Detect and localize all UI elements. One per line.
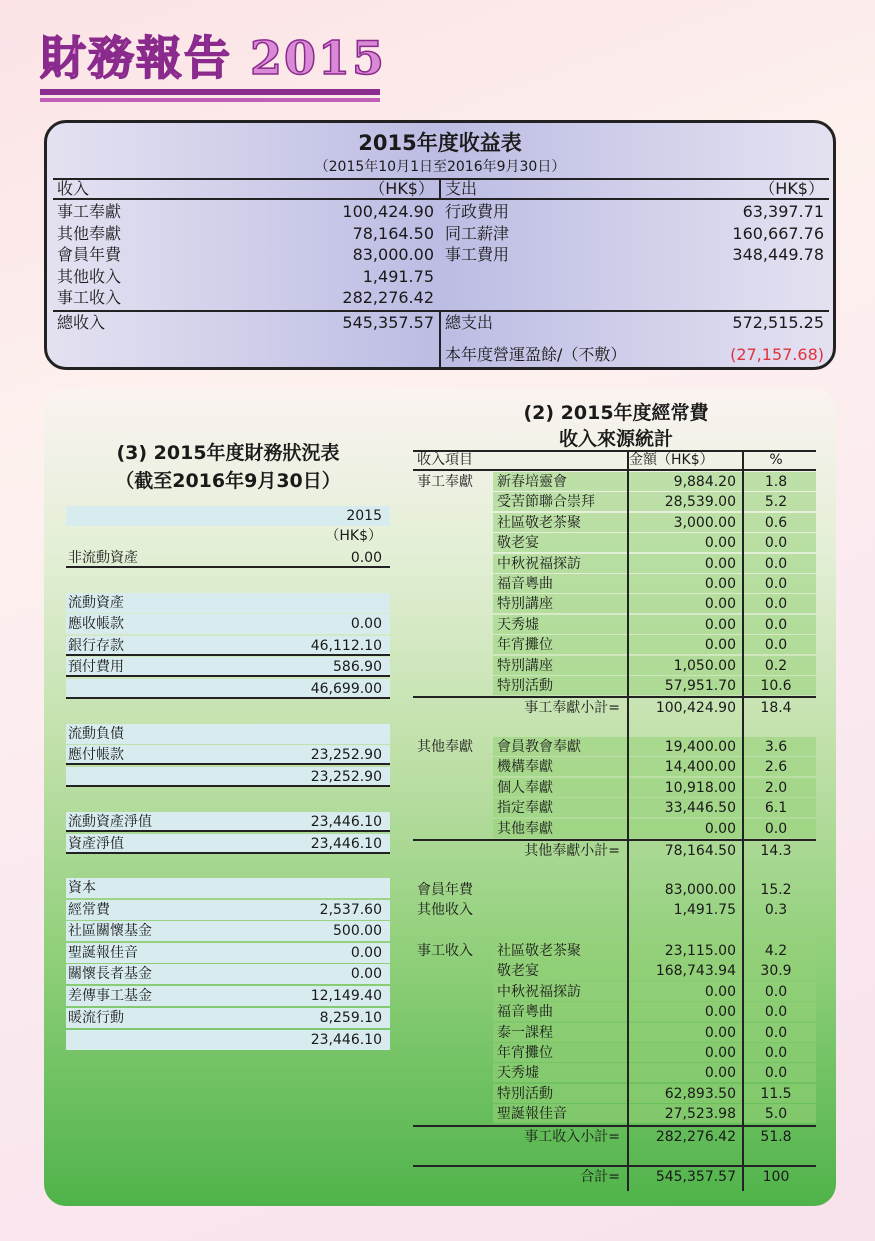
amount-value: 3,000.00	[673, 514, 736, 531]
item-label: 福音粵曲	[497, 575, 553, 592]
percent-value: 6.1	[764, 800, 788, 817]
subtotal-row	[413, 696, 816, 716]
amount-value: 0.00	[704, 1024, 736, 1041]
fp-value: 586.90	[333, 659, 382, 675]
item-label: 年宵攤位	[497, 1044, 553, 1061]
amount-value: 23,115.00	[664, 942, 736, 959]
percent-value: 4.2	[764, 942, 788, 959]
amount-value: 10,918.00	[664, 779, 736, 796]
fp-row	[66, 986, 390, 1006]
fp-label: 資產淨值	[68, 836, 124, 852]
expense-item-label: 行政費用	[445, 202, 510, 221]
percent-value: 3.6	[764, 739, 788, 756]
table-row	[413, 921, 816, 941]
total-income-value: 545,357.57	[342, 313, 434, 332]
table-row	[413, 982, 816, 1002]
fp-row	[66, 724, 390, 744]
surplus-value: (27,157.68)	[730, 345, 824, 364]
income-item-value: 1,491.75	[362, 266, 434, 286]
amount-value: 168,743.94	[655, 963, 736, 980]
subtotal-label: 其他奉獻小計=	[524, 843, 620, 860]
header-percent: %	[769, 452, 783, 468]
percent-value: 0.0	[764, 555, 788, 572]
table-row	[413, 635, 816, 655]
fp-row	[66, 921, 390, 941]
percent-value: 0.0	[764, 1044, 788, 1061]
table-row	[413, 1145, 816, 1165]
fp-label: 應收帳款	[68, 616, 124, 632]
table-row	[413, 880, 816, 900]
subtotal-row	[413, 839, 816, 859]
amount-value: 1,050.00	[673, 657, 736, 674]
amount-value: 78,164.50	[664, 843, 736, 860]
percent-value: 0.0	[764, 820, 788, 837]
item-label: 特別活動	[497, 677, 553, 694]
percent-value: 14.3	[760, 843, 792, 860]
percent-value: 0.3	[764, 902, 788, 919]
category-label: 會員年費	[417, 881, 473, 898]
fp-row	[66, 767, 390, 787]
item-label: 年宵攤位	[497, 637, 553, 654]
total-expense-value: 572,515.25	[732, 313, 824, 332]
table-row	[413, 757, 816, 777]
table-row	[413, 717, 816, 737]
financial-position-title: (3) 2015年度財務狀況表	[116, 442, 340, 464]
percent-value: 5.2	[764, 494, 788, 511]
amount-value: 9,884.20	[673, 474, 736, 490]
recurrent-table	[413, 472, 816, 1186]
percent-value: 0.0	[764, 1065, 788, 1082]
table-row	[413, 1023, 816, 1043]
fp-label: 社區關懷基金	[68, 923, 152, 939]
percent-value: 10.6	[760, 677, 792, 694]
amount-value: 57,951.70	[664, 677, 736, 694]
expense-unit: （HK$）	[759, 179, 824, 198]
fp-label: 流動資產	[68, 595, 124, 611]
percent-value: 11.5	[760, 1085, 792, 1102]
table-row	[413, 1043, 816, 1063]
item-label: 聖誕報佳音	[497, 1106, 567, 1123]
column-rule	[627, 451, 629, 1191]
table-row	[413, 900, 816, 920]
table-row	[413, 961, 816, 981]
fp-row	[66, 1030, 390, 1050]
fp-value: 46,112.10	[310, 638, 382, 654]
divider	[439, 310, 441, 370]
income-item-value: 78,164.50	[352, 223, 434, 243]
table-row	[413, 819, 816, 839]
expense-item-value: 63,397.71	[742, 202, 824, 221]
fp-value: 23,446.10	[310, 1032, 382, 1048]
amount-value: 0.00	[704, 983, 736, 1000]
percent-value: 1.8	[764, 474, 788, 490]
fp-value: 23,446.10	[310, 836, 382, 852]
income-item-label: 事工奉獻	[57, 202, 122, 221]
percent-value: 0.0	[764, 535, 788, 552]
fp-value: 0.00	[350, 550, 382, 566]
total-income-label: 總收入	[57, 313, 106, 332]
fp-year: 2015	[346, 508, 382, 524]
amount-value: 545,357.57	[655, 1169, 736, 1186]
amount-value: 0.00	[704, 616, 736, 633]
recurrent-title: (2) 2015年度經常費	[523, 402, 709, 424]
fp-value: 12,149.40	[310, 988, 382, 1004]
percent-value: 0.2	[764, 657, 788, 674]
financial-position-subtitle: （截至2016年9月30日）	[115, 470, 341, 492]
income-item-value: 282,276.42	[342, 288, 434, 307]
percent-value: 0.0	[764, 637, 788, 654]
item-label: 會員教會奉獻	[497, 739, 581, 756]
income-item-label: 其他收入	[57, 266, 122, 286]
amount-value: 83,000.00	[664, 881, 736, 898]
amount-value: 1,491.75	[673, 902, 736, 919]
fp-row	[66, 548, 390, 568]
percent-value: 2.0	[764, 779, 788, 796]
header-amount: 金額（HK$）	[629, 452, 714, 468]
fp-row	[66, 943, 390, 963]
item-label: 指定奉獻	[497, 800, 553, 817]
expense-item-label: 同工薪津	[445, 223, 510, 243]
table-row	[413, 656, 816, 676]
item-label: 中秋祝福探訪	[497, 555, 581, 572]
table-row	[413, 737, 816, 757]
fp-value: 23,446.10	[310, 814, 382, 830]
percent-value: 0.0	[764, 1024, 788, 1041]
item-label: 中秋祝福探訪	[497, 983, 581, 1000]
fp-value: 8,259.10	[319, 1010, 382, 1026]
table-row	[413, 1002, 816, 1022]
percent-value: 0.0	[764, 596, 788, 613]
item-label: 機構奉獻	[497, 759, 553, 776]
page-title: 財務報告 2015	[40, 31, 387, 85]
item-label: 泰一課程	[497, 1024, 553, 1041]
income-statement-period: （2015年10月1日至2016年9月30日）	[314, 159, 566, 175]
item-label: 天秀墟	[497, 1065, 539, 1082]
expense-item-value: 348,449.78	[732, 245, 824, 264]
fp-row	[66, 1008, 390, 1028]
item-label: 新春培靈會	[497, 474, 567, 490]
subtotal-row	[413, 1125, 816, 1145]
expense-item-label: 事工費用	[445, 245, 510, 264]
fp-row	[66, 964, 390, 984]
amount-value: 0.00	[704, 1044, 736, 1061]
item-label: 特別活動	[497, 1085, 553, 1102]
fp-label: 資本	[68, 880, 96, 896]
fp-row	[66, 679, 390, 699]
column-rule	[742, 451, 744, 1191]
amount-value: 0.00	[704, 1004, 736, 1021]
percent-value: 0.0	[764, 575, 788, 592]
fp-label: 關懷長者基金	[68, 966, 152, 982]
subtotal-label: 事工收入小計=	[524, 1128, 620, 1145]
percent-value: 18.4	[760, 700, 792, 717]
fp-row	[66, 657, 390, 677]
fp-value: 0.00	[350, 616, 382, 632]
item-label: 受苦節聯合崇拜	[497, 494, 595, 511]
income-statement-panel	[44, 120, 836, 370]
expense-header: 支出	[445, 179, 478, 198]
fp-value: 500.00	[333, 923, 382, 939]
fp-label: 銀行存款	[68, 638, 124, 654]
amount-value: 62,893.50	[664, 1085, 736, 1102]
subtotal-row	[413, 1165, 816, 1185]
category-label: 其他收入	[417, 902, 473, 919]
table-row	[413, 472, 816, 492]
table-row	[413, 574, 816, 594]
item-label: 社區敬老茶聚	[497, 514, 581, 531]
percent-value: 51.8	[760, 1128, 792, 1145]
fp-unit-row	[66, 526, 390, 546]
amount-value: 100,424.90	[655, 700, 736, 717]
fp-row	[66, 614, 390, 634]
table-row	[413, 859, 816, 879]
fp-row	[66, 593, 390, 613]
expense-item-value: 160,667.76	[732, 223, 824, 243]
fp-value: 23,252.90	[310, 769, 382, 785]
table-row	[413, 615, 816, 635]
amount-value: 19,400.00	[664, 739, 736, 756]
table-row	[413, 676, 816, 696]
percent-value: 2.6	[764, 759, 788, 776]
table-row	[413, 798, 816, 818]
fp-year-row	[66, 506, 390, 526]
table-row	[413, 492, 816, 512]
percent-value: 15.2	[760, 881, 792, 898]
fp-row	[66, 878, 390, 898]
amount-value: 0.00	[704, 820, 736, 837]
fp-row	[66, 834, 390, 854]
percent-value: 100	[762, 1169, 790, 1186]
table-row	[413, 1063, 816, 1083]
recurrent-header-row	[413, 451, 816, 471]
amount-value: 0.00	[704, 535, 736, 552]
fp-row	[66, 636, 390, 656]
title-rule-accent	[40, 98, 380, 102]
income-unit: （HK$）	[369, 179, 434, 198]
income-item-value: 83,000.00	[352, 245, 434, 264]
amount-value: 0.00	[704, 575, 736, 592]
table-row	[413, 594, 816, 614]
divider	[53, 310, 829, 312]
amount-value: 0.00	[704, 596, 736, 613]
fp-label: 流動資產淨值	[68, 814, 152, 830]
total-expense-label: 總支出	[445, 313, 494, 332]
income-header: 收入	[57, 179, 90, 198]
amount-value: 27,523.98	[664, 1106, 736, 1123]
subtotal-label: 事工奉獻小計=	[524, 700, 620, 717]
item-label: 福音粵曲	[497, 1004, 553, 1021]
percent-value: 30.9	[760, 963, 792, 980]
amount-value: 282,276.42	[655, 1128, 736, 1145]
fp-value: 46,699.00	[310, 681, 382, 697]
percent-value: 0.0	[764, 616, 788, 633]
income-statement-title: 2015年度收益表	[358, 131, 522, 155]
surplus-label: 本年度營運盈餘/（不敷）	[445, 345, 627, 364]
item-label: 特別講座	[497, 657, 553, 674]
income-item-label: 會員年費	[57, 245, 122, 264]
fp-label: 聖誕報佳音	[68, 945, 138, 961]
recurrent-subtitle: 收入來源統計	[558, 428, 673, 450]
table-row	[413, 513, 816, 533]
header-item: 收入項目	[417, 452, 473, 468]
item-label: 天秀墟	[497, 616, 539, 633]
divider	[439, 178, 441, 200]
table-row	[413, 1104, 816, 1124]
fp-row	[66, 745, 390, 765]
table-row	[413, 1084, 816, 1104]
fp-label: 流動負債	[68, 726, 124, 742]
category-label: 其他奉獻	[417, 739, 473, 756]
amount-value: 14,400.00	[664, 759, 736, 776]
fp-value: 0.00	[350, 966, 382, 982]
income-item-label: 事工收入	[57, 288, 122, 307]
percent-value: 0.0	[764, 983, 788, 1000]
income-item-label: 其他奉獻	[57, 223, 122, 243]
fp-unit: （HK$）	[325, 528, 382, 544]
fp-label: 非流動資產	[68, 550, 138, 566]
amount-value: 0.00	[704, 637, 736, 654]
fp-label: 應付帳款	[68, 747, 124, 763]
fp-label: 暖流行動	[68, 1010, 124, 1026]
amount-value: 33,446.50	[664, 800, 736, 817]
table-row	[413, 533, 816, 553]
item-label: 敬老宴	[497, 963, 539, 980]
fp-label: 經常費	[68, 902, 110, 918]
subtotal-label: 合計=	[580, 1169, 620, 1186]
percent-value: 0.0	[764, 1004, 788, 1021]
item-label: 敬老宴	[497, 535, 539, 552]
table-row	[413, 778, 816, 798]
fp-value: 23,252.90	[310, 747, 382, 763]
table-row	[413, 554, 816, 574]
fp-row	[66, 812, 390, 832]
income-item-value: 100,424.90	[342, 202, 434, 221]
percent-value: 0.6	[764, 514, 788, 531]
amount-value: 28,539.00	[664, 494, 736, 511]
amount-value: 0.00	[704, 555, 736, 572]
title-rule	[40, 89, 380, 95]
item-label: 其他奉獻	[497, 820, 553, 837]
percent-value: 5.0	[764, 1106, 788, 1123]
fp-row	[66, 900, 390, 920]
category-label: 事工收入	[417, 942, 473, 959]
table-row	[413, 941, 816, 961]
category-label: 事工奉獻	[417, 474, 473, 490]
item-label: 特別講座	[497, 596, 553, 613]
fp-value: 2,537.60	[319, 902, 382, 918]
item-label: 社區敬老茶聚	[497, 942, 581, 959]
item-label: 個人奉獻	[497, 779, 553, 796]
fp-label: 差傳事工基金	[68, 988, 152, 1004]
fp-value: 0.00	[350, 945, 382, 961]
amount-value: 0.00	[704, 1065, 736, 1082]
fp-label: 預付費用	[68, 659, 124, 675]
